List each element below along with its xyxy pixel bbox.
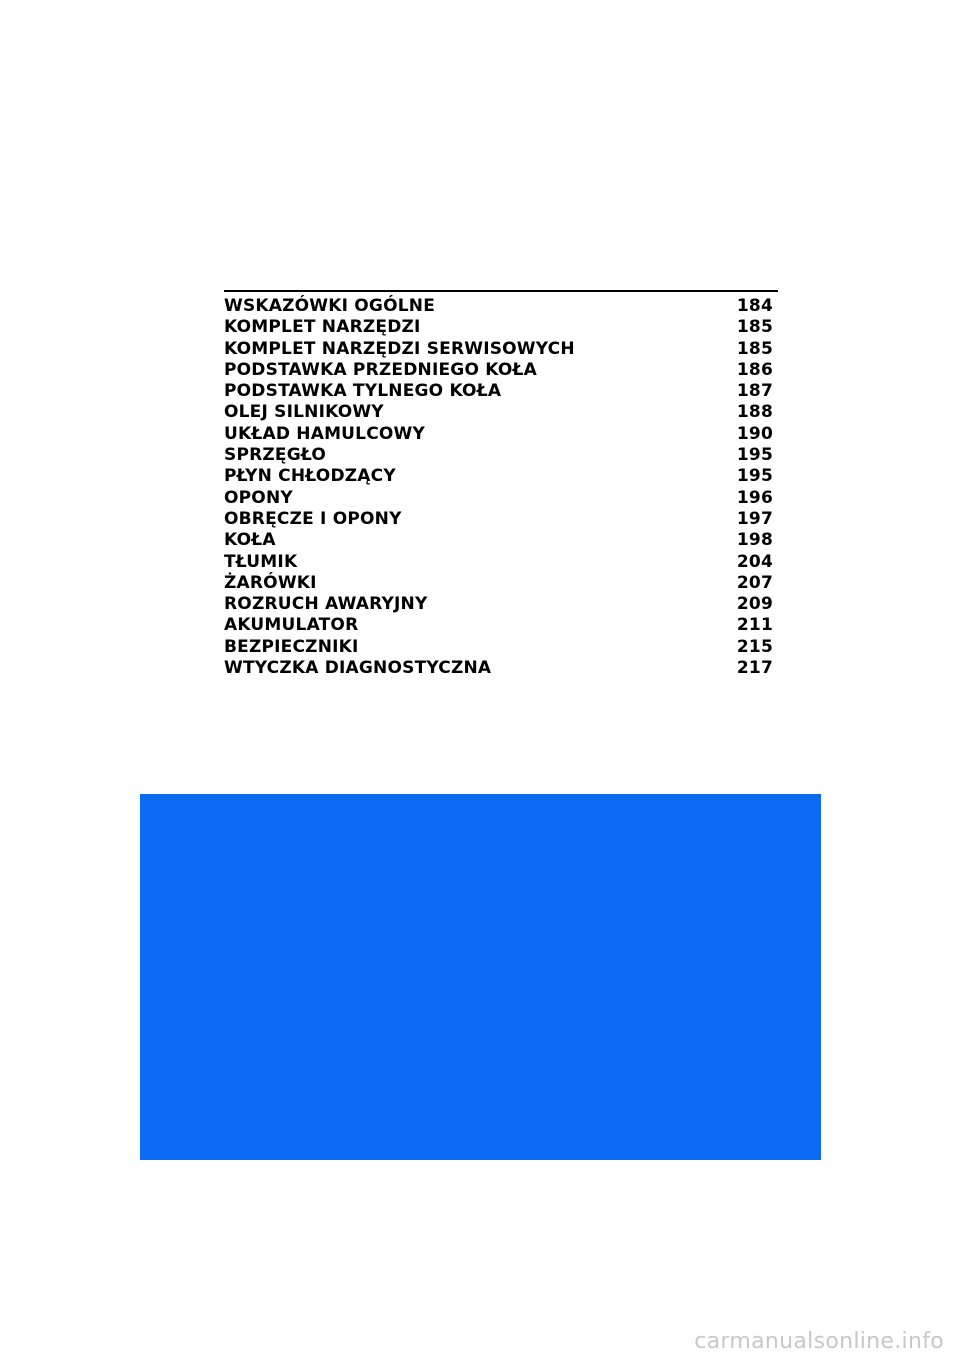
toc-entry-title: WSKAZÓWKI OGÓLNE (224, 296, 436, 316)
chapter-color-panel (140, 794, 821, 1160)
toc-entry-title: ŻARÓWKI (224, 572, 317, 593)
toc-row[interactable] (224, 317, 778, 338)
toc-entry-page: 207 (736, 572, 773, 593)
toc-row[interactable] (224, 658, 778, 679)
toc-row[interactable] (224, 381, 778, 402)
toc-row[interactable] (224, 466, 778, 487)
toc-row[interactable] (224, 488, 778, 509)
toc-row[interactable] (224, 573, 778, 594)
toc-entry-title: KOMPLET NARZĘDZI SERWISOWYCH (224, 338, 575, 359)
table-of-contents (224, 290, 778, 679)
toc-entry-page: 217 (736, 658, 773, 679)
toc-entry-title: SPRZĘGŁO (224, 445, 327, 466)
toc-entry-page: 209 (736, 594, 773, 615)
toc-entry-page: 196 (736, 487, 773, 508)
toc-entry-title: OPONY (224, 487, 293, 508)
toc-entry-title: OLEJ SILNIKOWY (224, 402, 384, 423)
toc-entry-title: BEZPIECZNIKI (224, 636, 359, 657)
toc-entry-page: 188 (736, 402, 773, 423)
toc-row[interactable] (224, 552, 778, 573)
toc-entry-page: 211 (736, 615, 773, 636)
toc-entry-page: 195 (736, 445, 773, 466)
toc-entry-page: 198 (736, 530, 773, 551)
toc-entry-title: AKUMULATOR (224, 615, 359, 636)
toc-row[interactable] (224, 509, 778, 530)
toc-entry-title: KOMPLET NARZĘDZI (224, 317, 421, 338)
toc-entry-page: 197 (736, 508, 773, 529)
toc-entry-title: TŁUMIK (224, 551, 298, 572)
toc-row[interactable] (224, 402, 778, 423)
toc-entry-page: 187 (736, 381, 773, 402)
toc-entry-page: 185 (736, 317, 773, 338)
toc-row[interactable] (224, 424, 778, 445)
toc-entry-page: 186 (736, 359, 773, 380)
toc-row[interactable] (224, 339, 778, 360)
toc-row[interactable] (224, 615, 778, 636)
toc-entry-page: 190 (736, 423, 773, 444)
toc-entry-title: OBRĘCZE I OPONY (224, 508, 402, 529)
toc-row[interactable] (224, 296, 778, 317)
toc-entry-page: 215 (736, 636, 773, 657)
toc-row[interactable] (224, 637, 778, 658)
toc-entry-title: PODSTAWKA TYLNEGO KOŁA (224, 381, 502, 402)
toc-row[interactable] (224, 594, 778, 615)
toc-entry-title: WTYCZKA DIAGNOSTYCZNA (224, 658, 492, 679)
toc-entry-page: 185 (736, 338, 773, 359)
toc-entry-title: UKŁAD HAMULCOWY (224, 423, 426, 444)
toc-entry-page: 204 (736, 551, 773, 572)
toc-entry-page: 195 (736, 466, 773, 487)
toc-entry-title: ROZRUCH AWARYJNY (224, 594, 428, 615)
toc-entry-title: KOŁA (224, 530, 276, 551)
toc-entry-title: PŁYN CHŁODZĄCY (224, 466, 396, 487)
toc-entry-title: PODSTAWKA PRZEDNIEGO KOŁA (224, 359, 537, 380)
toc-entry-page: 184 (736, 296, 773, 316)
toc-row[interactable] (224, 360, 778, 381)
watermark: carmanualsonline.info (694, 1329, 944, 1354)
toc-row[interactable] (224, 445, 778, 466)
toc-row[interactable] (224, 530, 778, 551)
